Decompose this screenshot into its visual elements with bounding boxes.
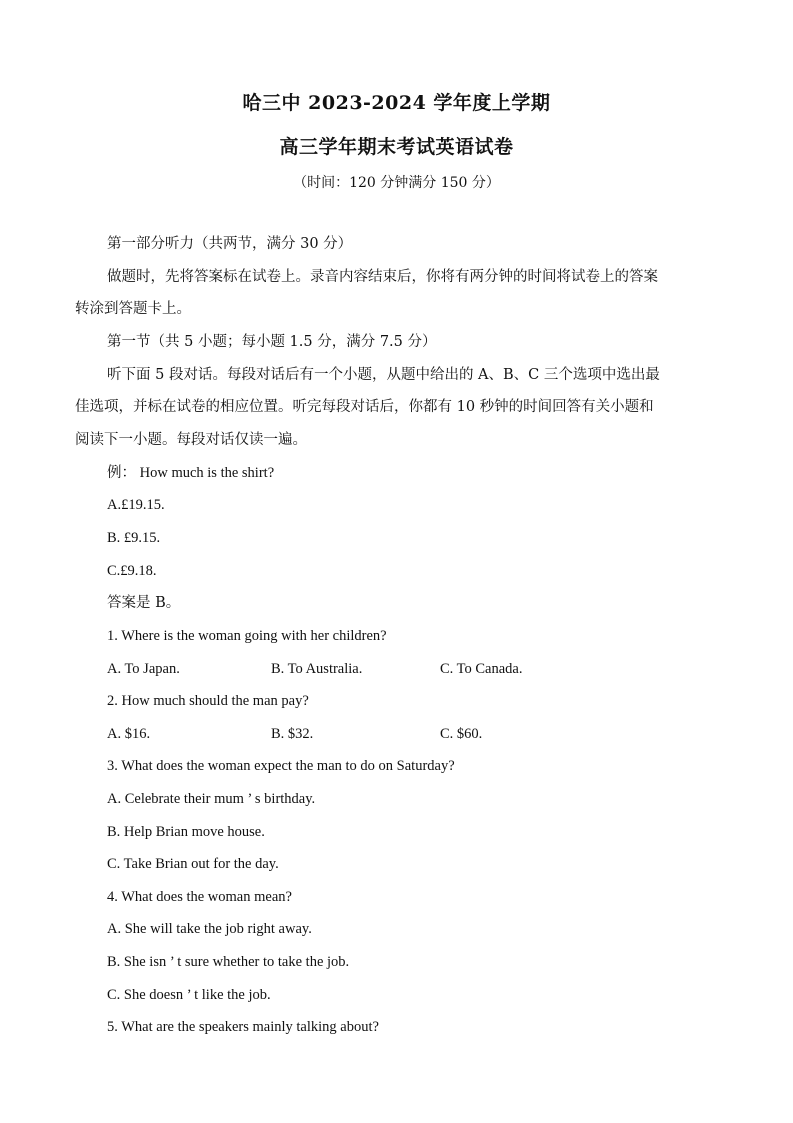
exam-title-line1: 哈三中 2023-2024 学年度上学期 [242, 92, 551, 114]
question-1-option-c: C. To Canada. [440, 661, 523, 677]
question-3-stem: 3. What does the woman expect the man to do on Saturday? [107, 758, 455, 774]
time-note: （时间：120 分钟满分 150 分） [293, 175, 500, 191]
part-heading: 第一部分听力（共两节，满分 30 分） [107, 236, 353, 252]
question-4-option-a: A. She will take the job right away. [107, 921, 312, 937]
question-5-stem: 5. What are the speakers mainly talking about? [107, 1019, 379, 1035]
directions-line-3: 阅读下一小题。每段对话仅读一遍。 [75, 432, 307, 448]
instruction-line-1: 做题时，先将答案标在试卷上。录音内容结束后，你将有两分钟的时间将试卷上的答案 [107, 269, 658, 285]
instruction-line-2: 转涂到答题卡上。 [75, 301, 191, 317]
exam-title-line2: 高三学年期末考试英语试卷 [279, 136, 514, 158]
question-2-option-c: C. $60. [440, 726, 483, 742]
directions-line-1: 听下面 5 段对话。每段对话后有一个小题，从题中给出的 A、B、C 三个选项中选出最 [107, 367, 660, 383]
example-option-a: A.£19.15. [107, 497, 165, 513]
subsection-heading: 第一节（共 5 小题；每小题 1.5 分，满分 7.5 分） [107, 334, 437, 350]
question-3-option-c: C. Take Brian out for the day. [107, 856, 279, 872]
question-4-option-b: B. She isn ’ t sure whether to take the job. [107, 954, 350, 970]
question-2-option-a: A. $16. [107, 726, 151, 742]
question-1-stem: 1. Where is the woman going with her children? [107, 628, 387, 644]
question-3-option-a: A. Celebrate their mum ’ s birthday. [107, 791, 316, 807]
example-answer: 答案是 B。 [107, 595, 181, 611]
question-2-stem: 2. How much should the man pay? [107, 693, 309, 709]
example-question: 例： How much is the shirt? [107, 465, 275, 481]
question-4-stem: 4. What does the woman mean? [107, 889, 292, 905]
example-option-b: B. £9.15. [107, 530, 161, 546]
directions-line-2: 佳选项，并标在试卷的相应位置。听完每段对话后，你都有 10 秒钟的时间回答有关小题和 [75, 399, 654, 415]
question-1-option-b: B. To Australia. [271, 661, 363, 677]
question-2-option-b: B. $32. [271, 726, 314, 742]
question-4-option-c: C. She doesn ’ t like the job. [107, 987, 271, 1003]
example-option-c: C.£9.18. [107, 563, 157, 579]
question-3-option-b: B. Help Brian move house. [107, 824, 265, 840]
question-1-option-a: A. To Japan. [107, 661, 180, 677]
